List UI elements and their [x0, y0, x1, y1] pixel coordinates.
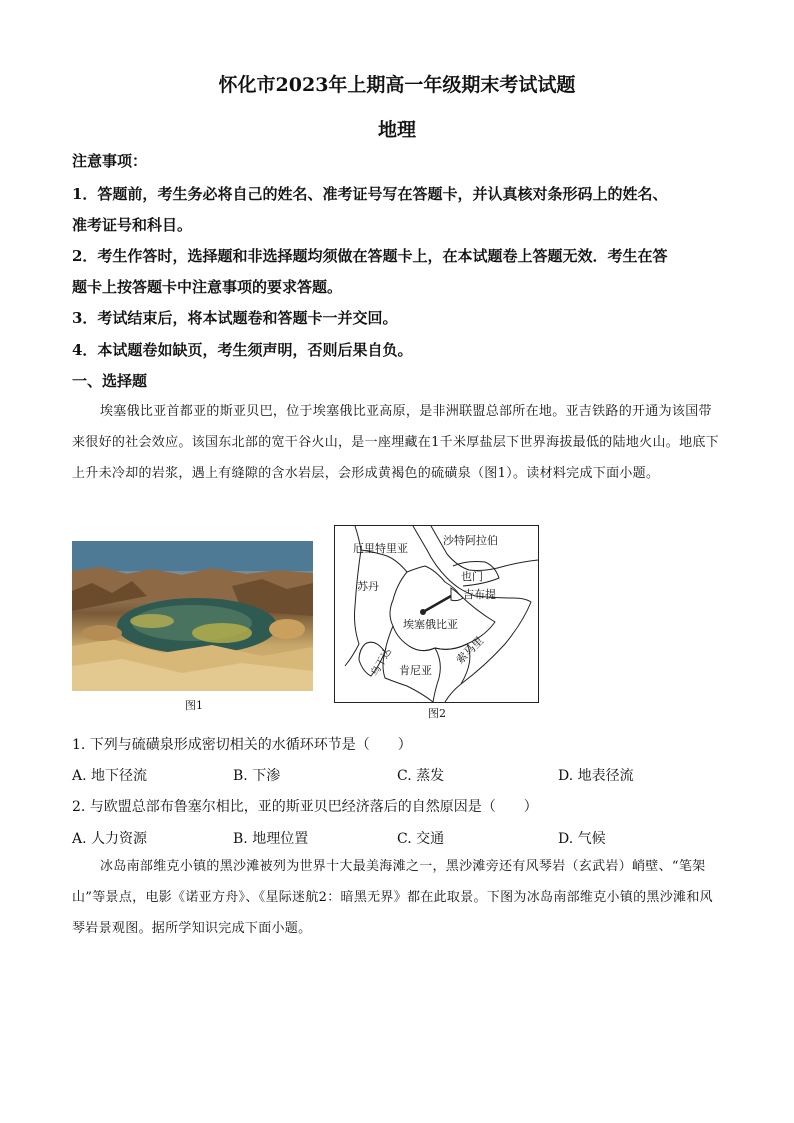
- notice-line: 4．本试题卷如缺页，考生须声明，否则后果自负。: [72, 341, 413, 359]
- sulfur-spring-image: [72, 541, 313, 691]
- notice-line: 3．考试结束后，将本试题卷和答题卡一并交回。: [72, 309, 398, 327]
- q1-option-c: C. 蒸发: [397, 768, 445, 784]
- notice-line: 准考证号和科目。: [72, 216, 193, 234]
- map-label-ethiopia: 埃塞俄比亚: [403, 618, 458, 631]
- figure-1-photo: [72, 541, 313, 691]
- question-1: 1. 下列与硫磺泉形成密切相关的水循环环节是（ ）: [72, 737, 412, 753]
- q2-option-d: D. 气候: [558, 831, 606, 847]
- notice-heading: 注意事项：: [72, 152, 148, 170]
- notice-line: 2．考生作答时，选择题和非选择题均须做在答题卡上，在本试题卷上答题无效．考生在答: [72, 247, 668, 265]
- q1-option-b: B. 下渗: [233, 768, 281, 784]
- q2-option-a: A. 人力资源: [72, 831, 148, 847]
- q2-option-c: C. 交通: [397, 831, 445, 847]
- map-label-saudi: 沙特阿拉伯: [443, 534, 498, 547]
- map-label-kenya: 肯尼亚: [399, 664, 432, 677]
- map-label-yemen: 也门: [461, 570, 483, 583]
- question-2: 2. 与欧盟总部布鲁塞尔相比，亚的斯亚贝巴经济落后的自然原因是（ ）: [72, 799, 538, 815]
- notice-line: 题卡上按答题卡中注意事项的要求答题。: [72, 278, 343, 296]
- map-label-sudan: 苏丹: [357, 580, 379, 593]
- map-label-eritrea: 厄里特里亚: [353, 542, 408, 555]
- notice-line: 1．答题前，考生务必将自己的姓名、准考证号写在答题卡，并认真核对条形码上的姓名、: [72, 185, 668, 203]
- map-label-djibouti: 吉布提: [463, 588, 496, 601]
- q2-option-b: B. 地理位置: [233, 831, 309, 847]
- capital-marker: [420, 609, 426, 615]
- map-label-somalia: 索马里: [453, 634, 487, 667]
- exam-title: 怀化市2023年上期高一年级期末考试试题: [218, 74, 576, 96]
- q1-option-d: D. 地表径流: [558, 768, 634, 784]
- q1-option-a: A. 地下径流: [72, 768, 148, 784]
- map-label-uganda: 乌干达: [369, 646, 394, 679]
- figure-1-caption: 图1: [185, 699, 203, 712]
- figure-2-caption: 图2: [428, 707, 446, 720]
- subject-title: 地理: [377, 119, 416, 141]
- section-heading: 一、选择题: [72, 372, 148, 390]
- passage-ethiopia: 埃塞俄比亚首都亚的斯亚贝巴，位于埃塞俄比亚高原，是非洲联盟总部所在地。亚吉铁路的开通为该国带来很好的社会效应。该国东北部的宽干谷火山，是一座埋藏在1千米厚盐层下世界海拔最低的陆地火山。地底下上升未冷却的岩浆，遇上有缝隙的含水岩层，会形成黄褐色的硫磺泉（图1）。读材料完成下面小题。: [72, 404, 719, 481]
- passage-iceland: 冰岛南部维克小镇的黑沙滩被列为世界十大最美海滩之一，黑沙滩旁还有风琴岩（玄武岩）峭壁、“笔架山”等景点，电影《诺亚方舟》、《星际迷航2：暗黑无界》都在此取景。下图为冰岛南部维克小镇的黑沙滩和风琴岩景观图。据所学知识完成下面小题。: [72, 859, 713, 936]
- figure-2-map: [334, 525, 539, 703]
